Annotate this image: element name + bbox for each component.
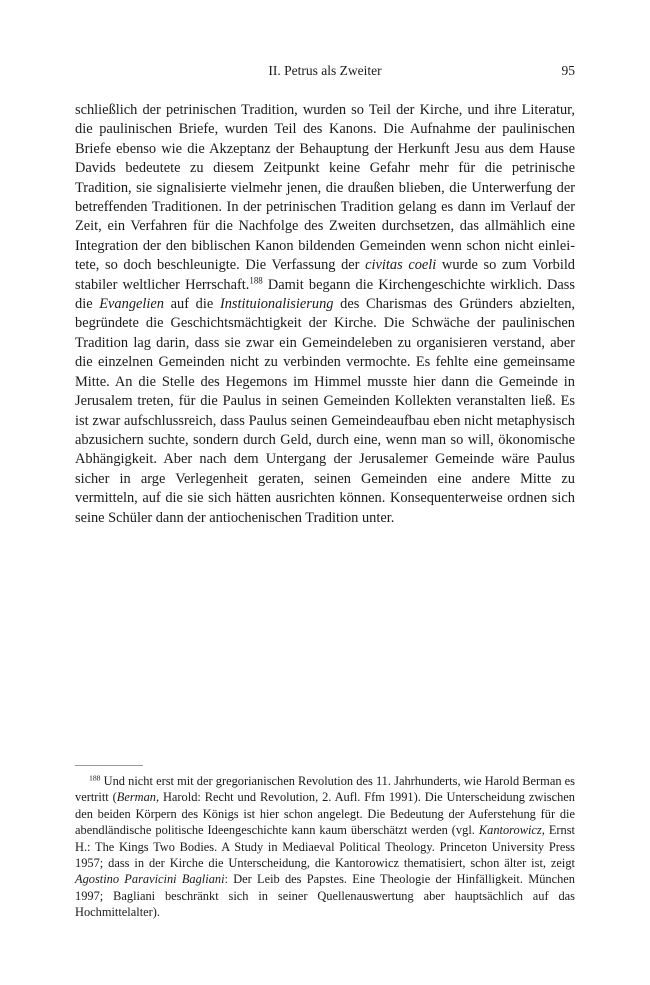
footnote-188 [75, 773, 575, 921]
body-text-segment: Damit begann die Kirchengeschichte wirklich. Dass die [75, 276, 575, 313]
body-text-segment: schließlich der petrinischen Tradition, wurden so Teil der Kirche, und ihre Literatur, die paulinischen Briefe, wurden Teil des Kanons. Die Aufnahme der paulinischen Briefe ebenso wie die Akzeptanz der Behauptung der Herkunft Jesu aus dem Hause Davids bedeutete zu diesem Zeitpunkt keine Gefahr mehr für die petrinische Tradition, sie signalisierte vielmehr jenen, die draußen blieben, die Unterwerfung der betreffenden Traditionen. In der petrinischen Tradition gelang es dann im Verlauf der Zeit, ein Verfahren für die Nachfolge des Zweiten durchsetzen, das allmählich eine Integration der den biblischen Kanon bildenden Gemeinden wenn schon nicht einleitete, so doch beschleunigte. Die Verfassung der [75, 102, 575, 274]
footnote-text-segment: : Der Leib des Papstes. Eine Theologie der Hinfälligkeit. München 1997; Bagliani beschränkt sich in seiner Quellenauswertung aber hauptsächlich auf das Hochmittelalter). [75, 872, 575, 920]
footnote-reference[interactable]: 188 [249, 275, 263, 286]
footnote-text-segment: Und nicht erst mit der gregorianischen Revolution des 11. Jahrhunderts, wie Harold Berman es vertritt ( [75, 774, 575, 805]
italic-author-paravicini-bagliani: Agostino Paravicini Bagliani [75, 872, 225, 887]
body-text-segment: wurde so zum Vorbild stabiler weltlicher Herrschaft. [75, 257, 576, 293]
italic-term-civitas-coeli: civitas coeli [365, 257, 437, 274]
page-number: 95 [561, 63, 575, 78]
body-paragraph [75, 101, 575, 528]
italic-author-berman: Berman, [116, 790, 160, 805]
footnote-separator [75, 765, 143, 766]
body-text-segment: des Charismas des Gründers abzielten, begründete die Geschichtsmächtigkeit der Kirche. Die Schwäche der paulinischen Tradition lag darin, dass sie zwar ein Gemeindeleben zu organisieren verstand, aber die einzelnen Gemeinden nicht zu verbinden vermochte. Es fehlte eine gemeinsame Mitte. An die Stelle des Hegemons im Himmel musste hier dann die Gemeinde in Jerusalem treten, für die Paulus in seinen Gemeinden Kollekten veranstalten ließ. Es ist zwar aufschlussreich, dass Paulus seinen Gemeindeaufbau eben nicht metaphysisch abzusichern suchte, sondern durch Geld, durch eine, wenn man so will, ökonomische Abhängigkeit. Aber nach dem Untergang der Jerusalemer Gemeinde wäre Paulus sicher in arge Verlegenheit geraten, seinen Gemeinden eine andere Mitte zu vermitteln, auf die sie sich hätten ausrichten können. Konsequenterweise ordnen sich seine Schüler dann der antiochenischen Tradition unter. [75, 296, 575, 526]
running-header [75, 63, 575, 85]
footnote-text-segment: Ernst H.: The Kings Two Bodies. A Study in Mediaeval Political Theology. Princeton University Press 1957; dass in der Kirche die Unterscheidung, die Kantorowicz thematisiert, schon älter ist, zeigt [75, 823, 575, 871]
italic-term-institutionalisierung: Instituionalisierung [219, 296, 334, 313]
italic-term-evangelien: Evangelien [99, 296, 164, 313]
body-text [75, 101, 575, 528]
footnote-text-segment: Harold: Recht und Revolution, 2. Aufl. Ffm 1991). Die Unterscheidung zwischen den beiden Körpern des Königs ist hier schon angelegt. Die Bedeutung der Auferstehung für die abendländische politische Ideengeschichte kann kaum überschätzt werden (vgl. [75, 790, 575, 838]
running-title: II. Petrus als Zweiter [268, 63, 382, 78]
italic-author-kantorowicz: Kantorowicz, [478, 823, 545, 838]
footnote-number: 188 [89, 773, 101, 783]
body-text-segment: auf die [163, 296, 220, 313]
